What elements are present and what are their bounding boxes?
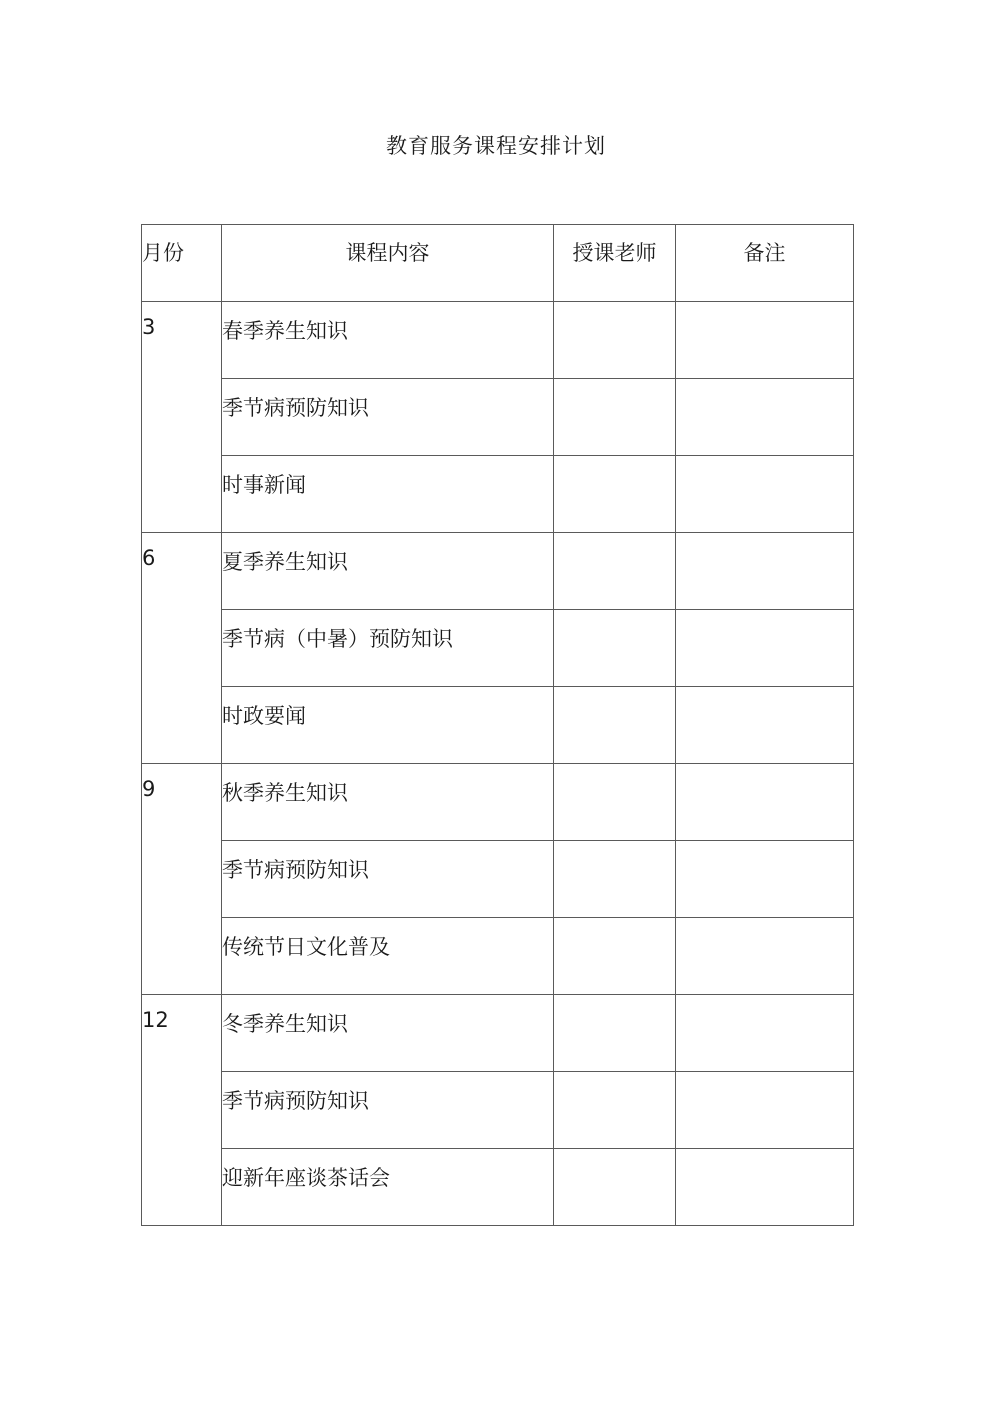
teacher-cell bbox=[554, 456, 676, 533]
course-cell: 季节病预防知识 bbox=[222, 1072, 554, 1149]
course-cell: 传统节日文化普及 bbox=[222, 918, 554, 995]
note-cell bbox=[676, 995, 854, 1072]
note-cell bbox=[676, 764, 854, 841]
teacher-cell bbox=[554, 764, 676, 841]
course-cell: 季节病（中暑）预防知识 bbox=[222, 610, 554, 687]
teacher-cell bbox=[554, 841, 676, 918]
table-header-row bbox=[142, 225, 854, 302]
note-cell bbox=[676, 379, 854, 456]
note-cell bbox=[676, 918, 854, 995]
table-row bbox=[142, 1149, 854, 1226]
note-cell bbox=[676, 302, 854, 379]
note-cell bbox=[676, 687, 854, 764]
table-row bbox=[142, 687, 854, 764]
month-cell: 6 bbox=[142, 533, 222, 764]
teacher-cell bbox=[554, 610, 676, 687]
note-cell bbox=[676, 1072, 854, 1149]
course-schedule-table bbox=[141, 224, 854, 1226]
header-course-content: 课程内容 bbox=[222, 225, 554, 302]
table-row bbox=[142, 302, 854, 379]
table-row bbox=[142, 918, 854, 995]
course-cell: 冬季养生知识 bbox=[222, 995, 554, 1072]
teacher-cell bbox=[554, 687, 676, 764]
note-cell bbox=[676, 610, 854, 687]
course-cell: 时政要闻 bbox=[222, 687, 554, 764]
month-cell: 9 bbox=[142, 764, 222, 995]
note-cell bbox=[676, 1149, 854, 1226]
month-cell: 12 bbox=[142, 995, 222, 1226]
teacher-cell bbox=[554, 995, 676, 1072]
course-cell: 时事新闻 bbox=[222, 456, 554, 533]
note-cell bbox=[676, 533, 854, 610]
document-title: 教育服务课程安排计划 bbox=[386, 134, 606, 158]
teacher-cell bbox=[554, 1072, 676, 1149]
table-row bbox=[142, 379, 854, 456]
table-row bbox=[142, 995, 854, 1072]
course-cell: 季节病预防知识 bbox=[222, 841, 554, 918]
table-row bbox=[142, 610, 854, 687]
note-cell bbox=[676, 841, 854, 918]
course-cell: 秋季养生知识 bbox=[222, 764, 554, 841]
course-cell: 春季养生知识 bbox=[222, 302, 554, 379]
note-cell bbox=[676, 456, 854, 533]
course-cell: 迎新年座谈茶话会 bbox=[222, 1149, 554, 1226]
month-cell: 3 bbox=[142, 302, 222, 533]
teacher-cell bbox=[554, 1149, 676, 1226]
header-month: 月份 bbox=[142, 225, 222, 302]
course-cell: 夏季养生知识 bbox=[222, 533, 554, 610]
table-row bbox=[142, 533, 854, 610]
teacher-cell bbox=[554, 533, 676, 610]
header-note: 备注 bbox=[676, 225, 854, 302]
teacher-cell bbox=[554, 918, 676, 995]
teacher-cell bbox=[554, 379, 676, 456]
table-row bbox=[142, 764, 854, 841]
table-row bbox=[142, 841, 854, 918]
table-row bbox=[142, 1072, 854, 1149]
teacher-cell bbox=[554, 302, 676, 379]
table-row bbox=[142, 456, 854, 533]
course-cell: 季节病预防知识 bbox=[222, 379, 554, 456]
header-teacher: 授课老师 bbox=[554, 225, 676, 302]
